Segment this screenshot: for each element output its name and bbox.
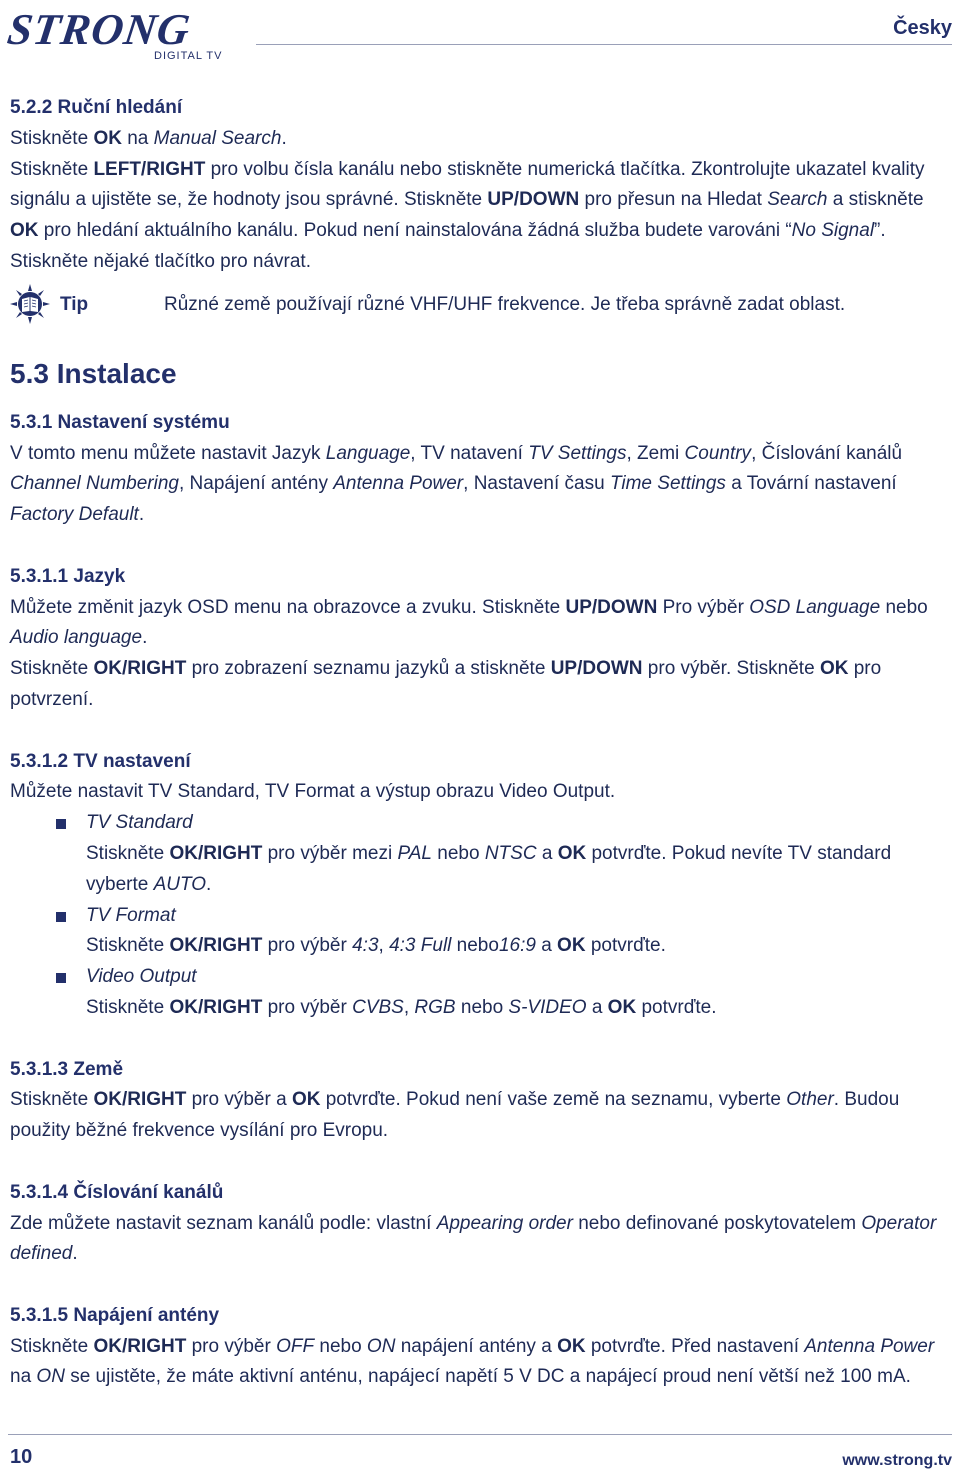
text: pro výběr. Stiskněte — [642, 658, 820, 680]
key-ok: OK — [557, 935, 586, 957]
text: V tomto menu můžete nastavit Jazyk — [10, 442, 326, 464]
key-up-down: UP/DOWN — [565, 596, 658, 618]
section-heading-5-3-1-2: 5.3.1.2 TV nastavení — [10, 750, 191, 772]
term-audio-language: Audio language — [10, 627, 143, 649]
text: . — [206, 873, 212, 895]
paragraph-tv-settings-intro: Můžete nastavit TV Standard, TV Format a výstup obrazu Video Output. — [10, 781, 616, 803]
term-antenna-power: Antenna Power — [333, 473, 464, 495]
text: na — [10, 1366, 37, 1388]
term-4-3: 4:3 — [352, 935, 379, 957]
term-no-signal: No Signal — [791, 220, 875, 242]
key-ok: OK — [557, 1335, 586, 1357]
text: Pro výběr — [657, 596, 750, 618]
paragraph-language-2 — [10, 654, 945, 716]
text: , Číslování kanálů — [751, 442, 903, 464]
text: potvrďte. Před nastavení — [585, 1335, 805, 1357]
text: Stiskněte — [86, 935, 170, 957]
text: Stiskněte — [10, 658, 94, 680]
key-ok-right: OK/RIGHT — [93, 1089, 187, 1111]
text: potvrďte. — [585, 935, 666, 957]
strong-logo — [4, 4, 228, 64]
text: pro výběr a — [186, 1089, 292, 1111]
text: . — [72, 1243, 78, 1265]
text: a Tovární nastavení — [725, 473, 897, 495]
text: . — [142, 627, 148, 649]
bullet-text — [86, 993, 945, 1024]
footer-divider — [8, 1434, 952, 1435]
term-auto: AUTO — [153, 873, 207, 895]
text: Stiskněte — [86, 842, 170, 864]
text: pro potvrzení. — [10, 658, 882, 710]
text: , Nastavení času — [463, 473, 610, 495]
text: a — [535, 935, 558, 957]
term-appearing-order: Appearing order — [436, 1212, 573, 1234]
term-rgb: RGB — [414, 996, 456, 1018]
text: , Napájení antény — [179, 473, 334, 495]
term-16-9: 16:9 — [498, 935, 536, 957]
text: a stiskněte — [827, 189, 924, 211]
bullet-title: TV Format — [86, 904, 176, 926]
text: nebo — [432, 842, 485, 864]
paragraph-channel-numbering — [10, 1209, 945, 1271]
text: ”. Stiskněte nějaké tlačítko pro návrat. — [10, 220, 886, 272]
bullet-text — [86, 931, 945, 962]
text: . — [138, 504, 145, 526]
key-ok-right: OK/RIGHT — [93, 658, 187, 680]
text: a — [586, 996, 608, 1018]
text: na — [121, 127, 154, 149]
term-antenna-power: Antenna Power — [804, 1335, 935, 1357]
bullet-title: Video Output — [86, 966, 197, 988]
spacer — [10, 531, 945, 562]
term-ntsc: NTSC — [484, 842, 537, 864]
text: pro výběr — [262, 996, 353, 1018]
paragraph-system-settings — [10, 439, 945, 531]
text: napájení antény a — [395, 1335, 558, 1357]
key-ok: OK — [93, 127, 122, 149]
text: pro přesun na Hledat — [579, 189, 768, 211]
language-label: Česky — [893, 17, 952, 39]
text: , — [403, 996, 415, 1018]
term-operator-defined: Operator defined — [10, 1212, 937, 1265]
paragraph-manual-search-2 — [10, 155, 945, 278]
key-ok: OK — [557, 842, 587, 864]
paragraph-country — [10, 1085, 945, 1147]
key-left-right: LEFT/RIGHT — [93, 158, 206, 180]
bullet-text — [86, 839, 945, 901]
header-divider — [256, 44, 952, 45]
page-number: 10 — [10, 1446, 33, 1468]
term-on: ON — [36, 1366, 65, 1388]
spacer — [10, 716, 945, 747]
text: potvrďte. — [636, 996, 717, 1018]
text: potvrďte. Pokud nevíte TV standard vyberte — [86, 842, 892, 895]
spacer — [10, 1024, 945, 1055]
key-ok: OK — [607, 996, 637, 1018]
term-4-3-full: 4:3 Full — [389, 935, 452, 957]
term-manual-search: Manual Search — [153, 127, 282, 149]
spacer — [10, 1147, 945, 1178]
key-ok: OK — [819, 658, 849, 680]
spacer — [10, 1270, 945, 1301]
text: , TV natavení — [410, 442, 529, 464]
text: Stiskněte — [10, 158, 94, 180]
term-pal: PAL — [397, 842, 432, 864]
paragraph-antenna-power — [10, 1332, 945, 1394]
logo-wordmark: STRONG — [4, 5, 194, 54]
text: nebo — [314, 1335, 367, 1357]
key-ok-right: OK/RIGHT — [93, 1335, 187, 1357]
term-off: OFF — [276, 1335, 315, 1357]
text: Stiskněte — [10, 127, 94, 149]
text: nebo — [880, 596, 928, 618]
term-factory-default: Factory Default — [10, 504, 139, 526]
bullet-square-icon — [56, 819, 66, 829]
section-heading-5-3-1-5: 5.3.1.5 Napájení antény — [10, 1304, 220, 1326]
text: , Zemi — [626, 442, 685, 464]
text: Stiskněte — [10, 1335, 94, 1357]
tip-book-icon — [10, 284, 50, 324]
text: se ujistěte, že máte aktivní anténu, napájecí napětí 5 V DC a napájecí proud není větší než 100 mA. — [64, 1366, 911, 1388]
logo-subtitle: DIGITAL TV — [154, 50, 223, 62]
term-cvbs: CVBS — [352, 996, 404, 1018]
bullet-item-tv-standard — [10, 808, 945, 900]
text: Zde můžete nastavit seznam kanálů podle: vlastní — [10, 1212, 437, 1234]
key-up-down: UP/DOWN — [487, 189, 580, 211]
text: . Budou použity běžné frekvence vysílání pro Evropu. — [10, 1089, 900, 1142]
tip-label: Tip — [60, 293, 89, 315]
key-up-down: UP/DOWN — [550, 658, 643, 680]
text: nebo — [451, 935, 499, 957]
text: Stiskněte — [86, 996, 170, 1018]
website-link[interactable]: www.strong.tv — [842, 1452, 952, 1469]
manual-content — [10, 93, 945, 1393]
text: pro výběr — [186, 1335, 277, 1357]
section-heading-5-2-2: 5.2.2 Ruční hledání — [10, 97, 183, 118]
term-osd-language: OSD Language — [749, 596, 881, 618]
section-heading-5-3-1-4: 5.3.1.4 Číslování kanálů — [10, 1181, 224, 1203]
tip-box — [10, 288, 945, 344]
key-ok-right: OK/RIGHT — [169, 842, 263, 864]
text: pro výběr — [262, 935, 353, 957]
key-ok: OK — [10, 220, 39, 242]
term-search: Search — [767, 189, 828, 211]
term-other: Other — [786, 1089, 834, 1111]
text: nebo — [455, 996, 509, 1018]
section-heading-5-3-1-3: 5.3.1.3 Země — [10, 1058, 124, 1080]
term-tv-settings: TV Settings — [528, 442, 627, 464]
term-language: Language — [325, 442, 411, 464]
section-heading-5-3-1: 5.3.1 Nastavení systému — [10, 411, 230, 433]
tip-text: Různé země používají různé VHF/UHF frekvence. Je třeba správně zadat oblast. — [164, 293, 846, 315]
paragraph-language-1 — [10, 593, 945, 655]
text: . — [281, 127, 287, 149]
term-country: Country — [684, 442, 752, 464]
text: pro zobrazení seznamu jazyků a stiskněte — [186, 658, 551, 680]
key-ok-right: OK/RIGHT — [169, 996, 263, 1018]
text: pro výběr mezi — [262, 842, 398, 864]
text: potvrďte. Pokud není vaše země na seznamu, vyberte — [320, 1089, 787, 1111]
key-ok: OK — [291, 1089, 321, 1111]
section-heading-5-3: 5.3 Instalace — [10, 357, 177, 389]
term-channel-numbering: Channel Numbering — [10, 473, 179, 495]
text: nebo definované poskytovatelem — [572, 1212, 862, 1234]
bullet-square-icon — [56, 973, 66, 983]
section-heading-5-3-1-1: 5.3.1.1 Jazyk — [10, 565, 126, 587]
bullet-item-tv-format — [10, 901, 945, 963]
text: a — [536, 842, 558, 864]
text: Stiskněte — [10, 1089, 94, 1111]
term-time-settings: Time Settings — [609, 473, 726, 495]
bullet-square-icon — [56, 912, 66, 922]
term-s-video: S-VIDEO — [508, 996, 587, 1018]
text: pro hledání aktuálního kanálu. Pokud není nainstalována žádná služba budete varováni “ — [38, 220, 792, 242]
paragraph-manual-search-1 — [10, 124, 945, 155]
bullet-item-video-output — [10, 962, 945, 1024]
bullet-title: TV Standard — [86, 812, 193, 834]
key-ok-right: OK/RIGHT — [169, 935, 263, 957]
text: Můžete změnit jazyk OSD menu na obrazovce a zvuku. Stiskněte — [10, 596, 566, 618]
term-on: ON — [366, 1335, 396, 1357]
text: pro volbu čísla kanálu nebo stiskněte numerická tlačítka. Zkontrolujte ukazatel kvality signálu a ujistěte se, že hodnoty jsou správné. Stiskněte — [10, 158, 925, 211]
text: , — [378, 935, 390, 957]
